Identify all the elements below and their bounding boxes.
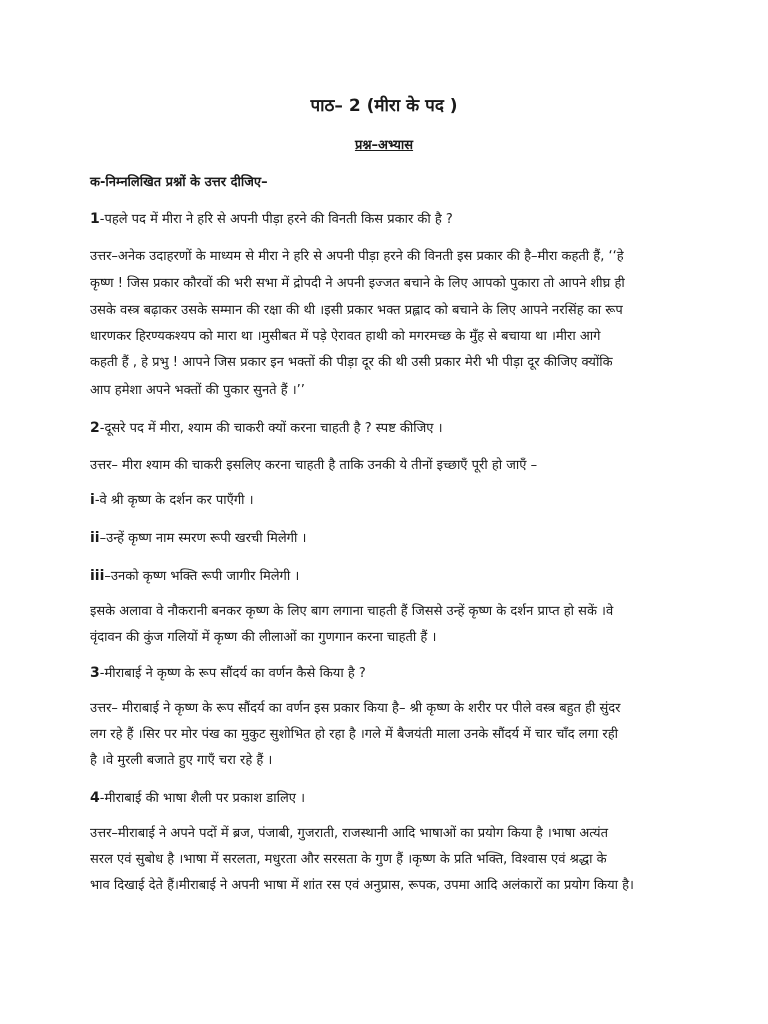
point-number: ii bbox=[90, 530, 100, 546]
answer-1-line-1: उत्तर–अनेक उदाहरणों के माध्यम से मीरा ने हरि से अपनी पीड़ा हरने की विनती इस प्रकार की है–मीरा कहती हैं, ‘‘हे bbox=[90, 249, 624, 264]
section-heading: क-निम्नलिखित प्रश्नों के उत्तर दीजिए– bbox=[90, 175, 268, 190]
question-number: 2 bbox=[90, 420, 100, 436]
point-number: i bbox=[90, 492, 95, 508]
answer-4-line-3: भाव दिखाई देते हैं।मीराबाई ने अपनी भाषा में शांत रस एवं अनुप्रास, रूपक, उपमा आदि अलंकारों का प्रयोग किया है। bbox=[90, 878, 634, 893]
question-text: -मीराबाई की भाषा शैली पर प्रकाश डालिए । bbox=[99, 791, 306, 806]
point-text: –उनको कृष्ण भक्ति रूपी जागीर मिलेगी । bbox=[104, 569, 300, 584]
question-1 bbox=[90, 209, 453, 227]
question-3 bbox=[90, 663, 366, 681]
page-subtitle: प्रश्न–अभ्यास bbox=[354, 138, 414, 153]
question-2 bbox=[90, 418, 443, 436]
answer-4-line-1: उत्तर–मीराबाई ने अपने पदों में ब्रज, पंजाबी, गुजराती, राजस्थानी आदि भाषाओं का प्रयोग किया है ।भाषा अत्यंत bbox=[90, 826, 609, 841]
answer-2-point-3 bbox=[90, 566, 299, 584]
answer-1-line-3: उसके वस्त्र बढ़ाकर उसके सम्मान की रक्षा की थी ।इसी प्रकार भक्त प्रह्लाद को बचाने के लिए आपने नरसिंह का रूप bbox=[90, 303, 623, 318]
answer-3-line-1: उत्तर– मीराबाई ने कृष्ण के रूप सौंदर्य का वर्णन इस प्रकार किया है– श्री कृष्ण के शरीर पर पीले वस्त्र बहुत ही सुंदर bbox=[90, 701, 621, 716]
answer-2-point-2 bbox=[90, 528, 306, 546]
question-number: 1 bbox=[90, 211, 100, 227]
answer-3-line-3: है ।वे मुरली बजाते हुए गाएँ चरा रहे हैं । bbox=[90, 753, 273, 768]
answer-2-point-1 bbox=[90, 490, 254, 508]
answer-1-line-2: कृष्ण ! जिस प्रकार कौरवों की भरी सभा में द्रोपदी ने अपनी इज्जत बचाने के लिए आपको पुकारा तो आपने शीघ्र ही bbox=[90, 276, 625, 291]
question-text: -पहले पद में मीरा ने हरि से अपनी पीड़ा हरने की विनती किस प्रकार की है ? bbox=[99, 212, 453, 227]
question-text: -दूसरे पद में मीरा, श्याम की चाकरी क्यों करना चाहती है ? स्पष्ट कीजिए । bbox=[99, 421, 443, 436]
question-number: 4 bbox=[90, 790, 100, 806]
question-number: 3 bbox=[90, 665, 100, 681]
answer-1-line-5: कहती हैं , हे प्रभु ! आपने जिस प्रकार इन भक्तों की पीड़ा दूर की थी उसी प्रकार मेरी भी पीड़ा दूर कीजिए क्योंकि bbox=[90, 355, 613, 370]
answer-1-line-6: आप हमेशा अपने भक्तों की पुकार सुनते हैं ।’’ bbox=[90, 383, 305, 398]
answer-2-line-2: वृंदावन की कुंज गलियों में कृष्ण की लीलाओं का गुणगान करना चाहती हैं । bbox=[90, 630, 437, 645]
point-text: -वे श्री कृष्ण के दर्शन कर पाएँगी । bbox=[94, 493, 254, 508]
answer-4-line-2: सरल एवं सुबोध है ।भाषा में सरलता, मधुरता और सरसता के गुण हैं ।कृष्ण के प्रति भक्ति, विश्वास एवं श्रद्धा के bbox=[90, 852, 607, 867]
question-4 bbox=[90, 788, 305, 806]
answer-2-line-1: इसके अलावा वे नौकरानी बनकर कृष्ण के लिए बाग लगाना चाहती हैं जिससे उन्हें कृष्ण के दर्शन प्राप्त हो सकें ।वे bbox=[90, 604, 614, 619]
question-text: -मीराबाई ने कृष्ण के रूप सौंदर्य का वर्णन कैसे किया है ? bbox=[99, 666, 366, 681]
point-number: iii bbox=[90, 568, 105, 584]
answer-3-line-2: लग रहे हैं ।सिर पर मोर पंख का मुकुट सुशोभित हो रहा है ।गले में बैजयंती माला उनके सौंदर्य में चार चाँद लगा रही bbox=[90, 727, 618, 742]
page-title: पाठ– 2 (मीरा के पद ) bbox=[310, 96, 458, 116]
point-text: –उन्हें कृष्ण नाम स्मरण रूपी खरची मिलेगी । bbox=[99, 531, 307, 546]
answer-2-intro: उत्तर– मीरा श्याम की चाकरी इसलिए करना चाहती है ताकि उनकी ये तीनों इच्छाएँ पूरी हो जाएँ – bbox=[90, 458, 538, 473]
answer-1-line-4: धारणकर हिरण्यकश्यप को मारा था ।मुसीबत में पड़े ऐरावत हाथी को मगरमच्छ के मुँह से बचाया था ।मीरा आगे bbox=[90, 329, 601, 344]
